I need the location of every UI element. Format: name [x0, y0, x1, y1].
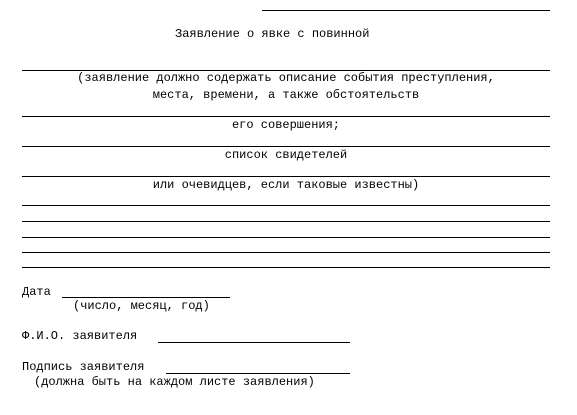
signature-field-line[interactable] — [166, 373, 350, 374]
header-blank-line — [262, 10, 550, 11]
description-hint-2: места, времени, а также обстоятельств — [152, 88, 420, 102]
fio-label: Ф.И.О. заявителя — [22, 329, 138, 343]
witness-hint-2: или очевидцев, если таковые известны) — [152, 178, 420, 192]
date-label: Дата — [22, 285, 51, 299]
description-line-3 — [22, 146, 550, 147]
blank-line-4 — [22, 252, 550, 253]
date-field-line[interactable] — [62, 297, 230, 298]
witness-hint-1: список свидетелей — [224, 148, 348, 162]
blank-line-3 — [22, 237, 550, 238]
blank-line-1 — [22, 205, 550, 206]
description-line-4 — [22, 176, 550, 177]
description-hint-3: его совершения; — [231, 118, 341, 132]
blank-line-5 — [22, 267, 550, 268]
description-line-2 — [22, 116, 550, 117]
description-hint-1: (заявление должно содержать описание события преступления, — [77, 71, 495, 85]
fio-field-line[interactable] — [158, 342, 350, 343]
signature-caption: (должна быть на каждом листе заявления) — [34, 375, 315, 389]
date-caption: (число, месяц, год) — [73, 299, 210, 313]
blank-line-2 — [22, 221, 550, 222]
signature-label: Подпись заявителя — [22, 360, 145, 374]
document-title: Заявление о явке с повинной — [175, 27, 370, 41]
